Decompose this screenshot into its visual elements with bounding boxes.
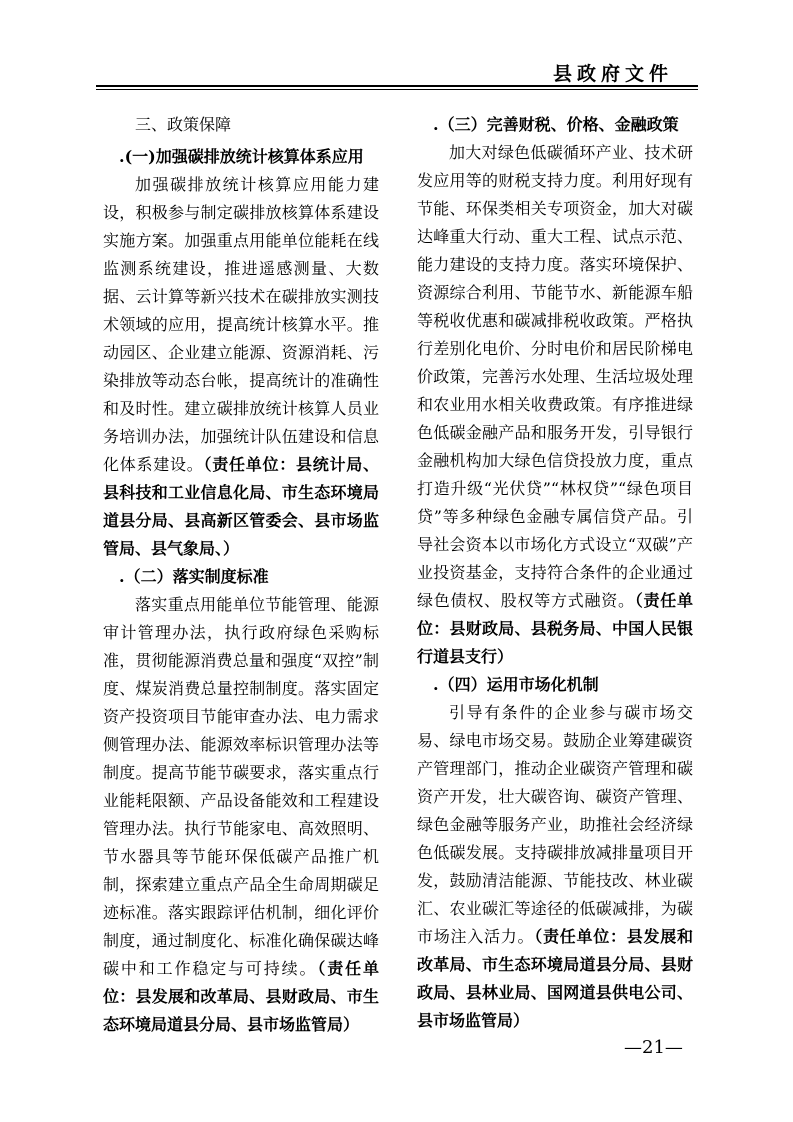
responsible-units-4: （责任单位：县发展和改革局、市生态环境局道县分局、县财政局、县林业局、国网道县供电公司、县市场监管局）	[417, 927, 693, 1030]
section-title: 三、政策保障	[135, 115, 232, 134]
paragraph-4	[417, 699, 693, 1035]
page-number: —21—	[624, 1037, 683, 1058]
responsible-units-1: （责任单位：县统计局、县科技和工业信息化局、市生态环境局道县分局、县高新区管委会、县市场监管局、县气象局、）	[103, 455, 379, 558]
header-rule	[96, 85, 698, 87]
paragraph-4-text: 引导有条件的企业参与碳市场交易、绿电市场交易。鼓励企业筹建碳资产管理部门，推动企业碳资产管理和碳资产开发，壮大碳咨询、碳资产管理、绿色金融等服务产业，助推社会经济绿色低碳发展。支持碳排放减排量项目开发，鼓励清洁能源、节能技改、林业碳汇、农业碳汇等途径的低碳减排，为碳市场注入活力。	[417, 703, 693, 946]
header-title: 县政府文件	[552, 63, 673, 85]
responsible-units-2: （责任单位：县发展和改革局、县财政局、市生态环境局道县分局、县市场监管局）	[103, 959, 379, 1034]
subsection-heading-2: .（二）落实制度标准	[119, 567, 269, 586]
responsible-units-3: （责任单位：县财政局、县税务局、中国人民银行道县支行）	[417, 591, 693, 666]
left-column	[103, 111, 379, 1039]
header-rule-thin	[96, 89, 698, 90]
subsection-heading-1: .(一)加强碳排放统计核算体系应用	[119, 147, 364, 166]
paragraph-3-text: 加大对绿色低碳循环产业、技术研发应用等的财税支持力度。利用好现有节能、环保类相关专项资金，加大对碳达峰重大行动、重大工程、试点示范、能力建设的支持力度。落实环境保护、资源综合利用、节能节水、新能源车船等税收优惠和碳减排税收政策。严格执行差别化电价、分时电价和居民阶梯电价政策，完善污水处理、生活垃圾处理和农业用水相关收费政策。有序推进绿色低碳金融产品和服务开发，引导银行金融机构加大绿色信贷投放力度，重点打造升级“光伏贷”“林权贷”“绿色项目贷”等多种绿色金融专属信贷产品。引导社会资本以市场化方式设立“双碳”产业投资基金，支持符合条件的企业通过绿色债权、股权等方式融资。	[417, 143, 693, 610]
paragraph-3	[417, 139, 693, 671]
paragraph-2-text: 落实重点用能单位节能管理、能源审计管理办法，执行政府绿色采购标准，贯彻能源消费总量和强度“双控”制度、煤炭消费总量控制制度。落实固定资产投资项目节能审查办法、电力需求侧管理办法、能源效率标识管理办法等制度。提高节能节碳要求，落实重点行业能耗限额、产品设备能效和工程建设管理办法。执行节能家电、高效照明、节水器具等节能环保低碳产品推广机制，探索建立重点产品全生命周期碳足迹标准。落实跟踪评估机制，细化评价制度，通过制度化、标准化确保碳达峰碳中和工作稳定与可持续。	[103, 595, 379, 978]
paragraph-2	[103, 591, 379, 1039]
subsection-heading-4: .（四）运用市场化机制	[433, 675, 599, 694]
subsection-heading-3: .（三）完善财税、价格、金融政策	[433, 115, 679, 134]
paragraph-1	[103, 171, 379, 563]
right-column	[417, 111, 693, 1035]
paragraph-1-text: 加强碳排放统计核算应用能力建设，积极参与制定碳排放核算体系建设实施方案。加强重点用能单位能耗在线监测系统建设，推进遥感测量、大数据、云计算等新兴技术在碳排放实测技术领域的应用，提高统计核算水平。推动园区、企业建立能源、资源消耗、污染排放等动态台帐，提高统计的准确性和及时性。建立碳排放统计核算人员业务培训办法，加强统计队伍建设和信息化体系建设。	[103, 175, 379, 474]
